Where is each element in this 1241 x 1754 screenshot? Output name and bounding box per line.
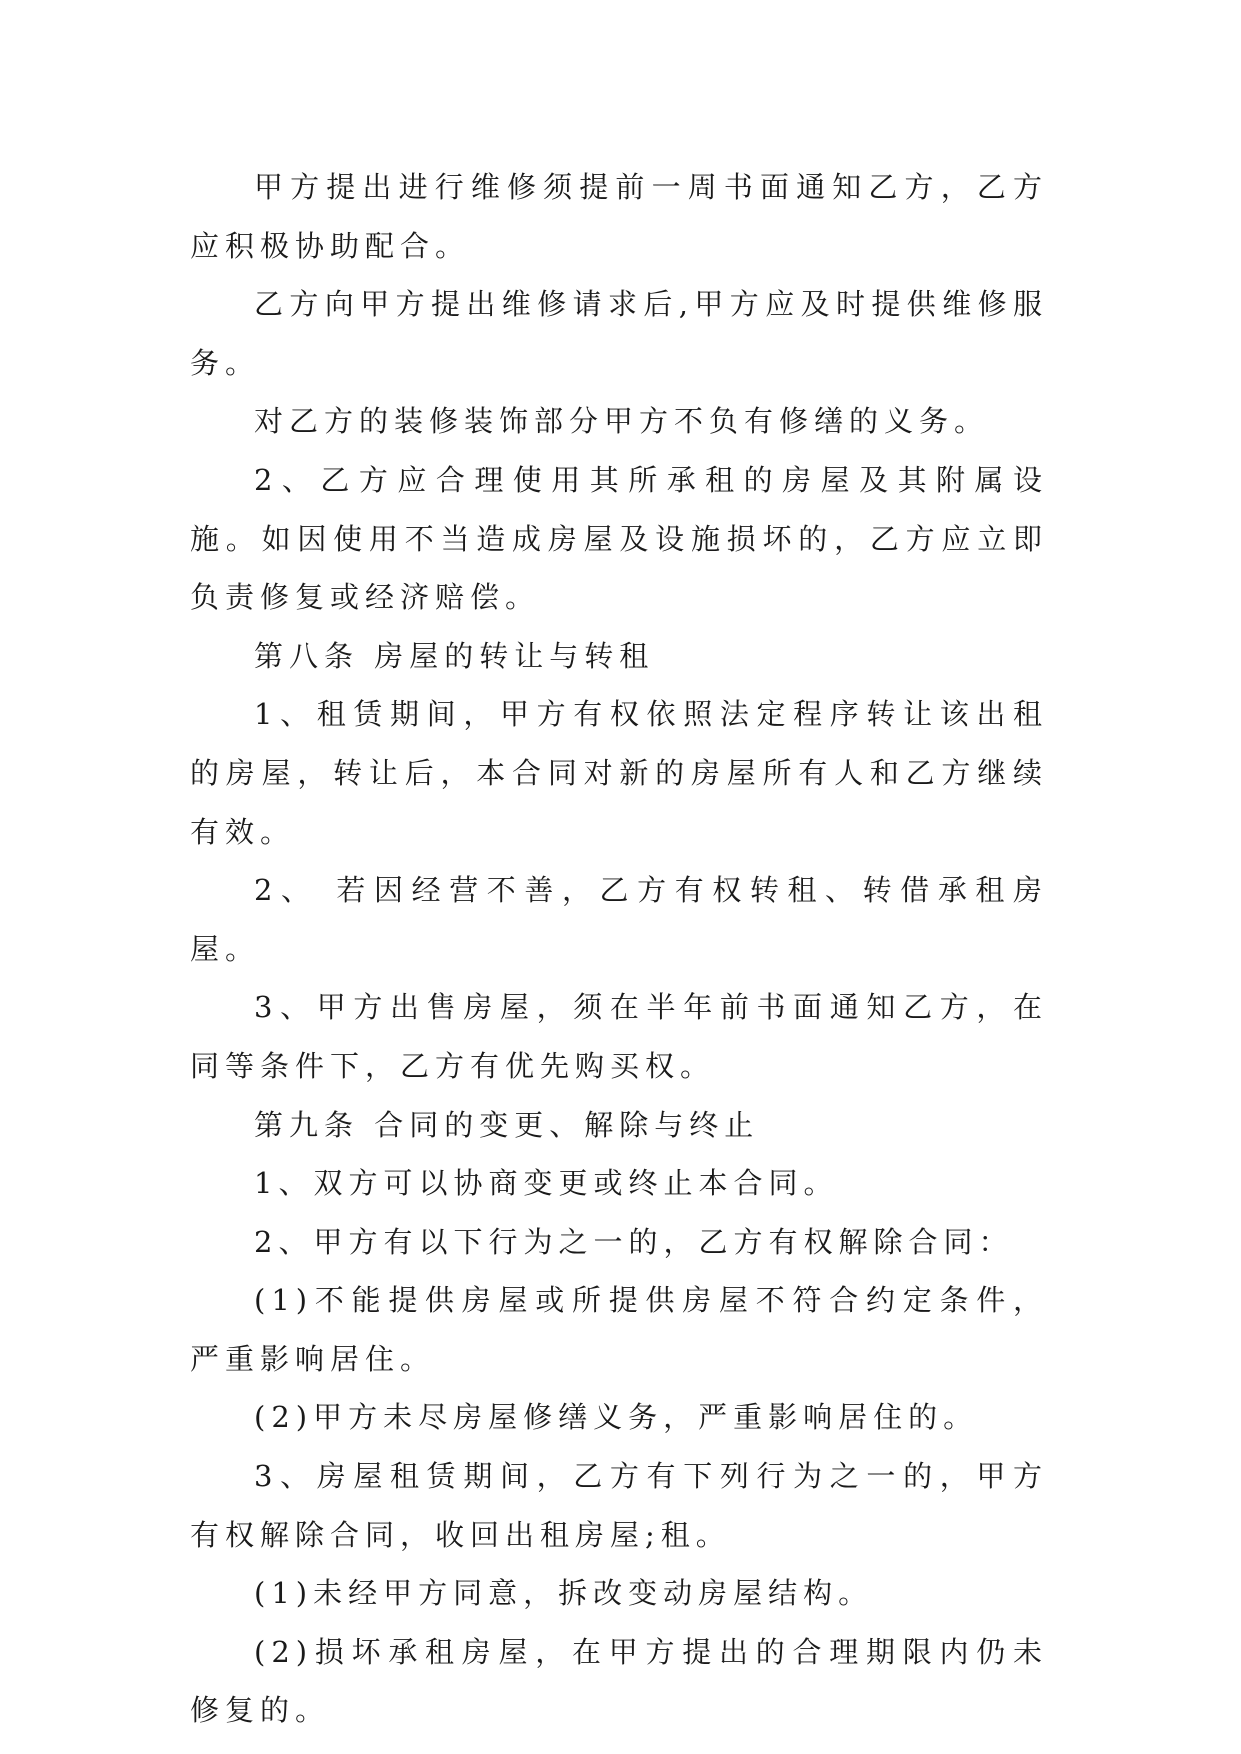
paragraph-landlord-rescission: 3、房屋租赁期间，乙方有下列行为之一的，甲方有权解除合同，收回出租房屋;租。 (190, 1459, 1048, 1552)
paragraph-item-damage-unrepaired: (2)损坏承租房屋，在甲方提出的合理期限内仍未修复的。 (190, 1634, 1048, 1728)
paragraph-proper-use: 2、乙方应合理使用其所承租的房屋及其附属设施。如因使用不当造成房屋及设施损坏的，乙方应立即负责修复或经济赔偿。 (190, 462, 1048, 615)
paragraph-maintenance-notice: 甲方提出进行维修须提前一周书面通知乙方，乙方应积极协助配合。 (190, 170, 1048, 263)
paragraph-tenant-rescission: 2、甲方有以下行为之一的，乙方有权解除合同： (254, 1224, 1014, 1259)
paragraph-item-unfit-housing: (1)不能提供房屋或所提供房屋不符合约定条件，严重影响居住。 (190, 1283, 1048, 1376)
article-nine-heading: 第九条 合同的变更、解除与终止 (254, 1107, 760, 1142)
paragraph-transfer-rights: 1、租赁期间，甲方有权依照法定程序转让该出租的房屋，转让后，本合同对新的房屋所有人和乙方继续有效。 (190, 697, 1048, 849)
paragraph-decoration-exemption: 对乙方的装修装饰部分甲方不负有修缮的义务。 (254, 404, 990, 439)
paragraph-repair-request: 乙方向甲方提出维修请求后,甲方应及时提供维修服务。 (190, 287, 1048, 380)
paragraph-item-structure-change: (1)未经甲方同意，拆改变动房屋结构。 (254, 1576, 874, 1611)
article-eight-heading: 第八条 房屋的转让与转租 (254, 638, 655, 673)
paragraph-mutual-termination: 1、双方可以协商变更或终止本合同。 (254, 1166, 839, 1201)
paragraph-sale-priority: 3、甲方出售房屋，须在半年前书面通知乙方，在同等条件下，乙方有优先购买权。 (190, 990, 1048, 1083)
paragraph-sublease: 2、 若因经营不善，乙方有权转租、转借承租房屋。 (190, 873, 1048, 966)
paragraph-item-no-repairs: (2)甲方未尽房屋修缮义务，严重影响居住的。 (254, 1400, 979, 1435)
document-body (190, 158, 1048, 1740)
